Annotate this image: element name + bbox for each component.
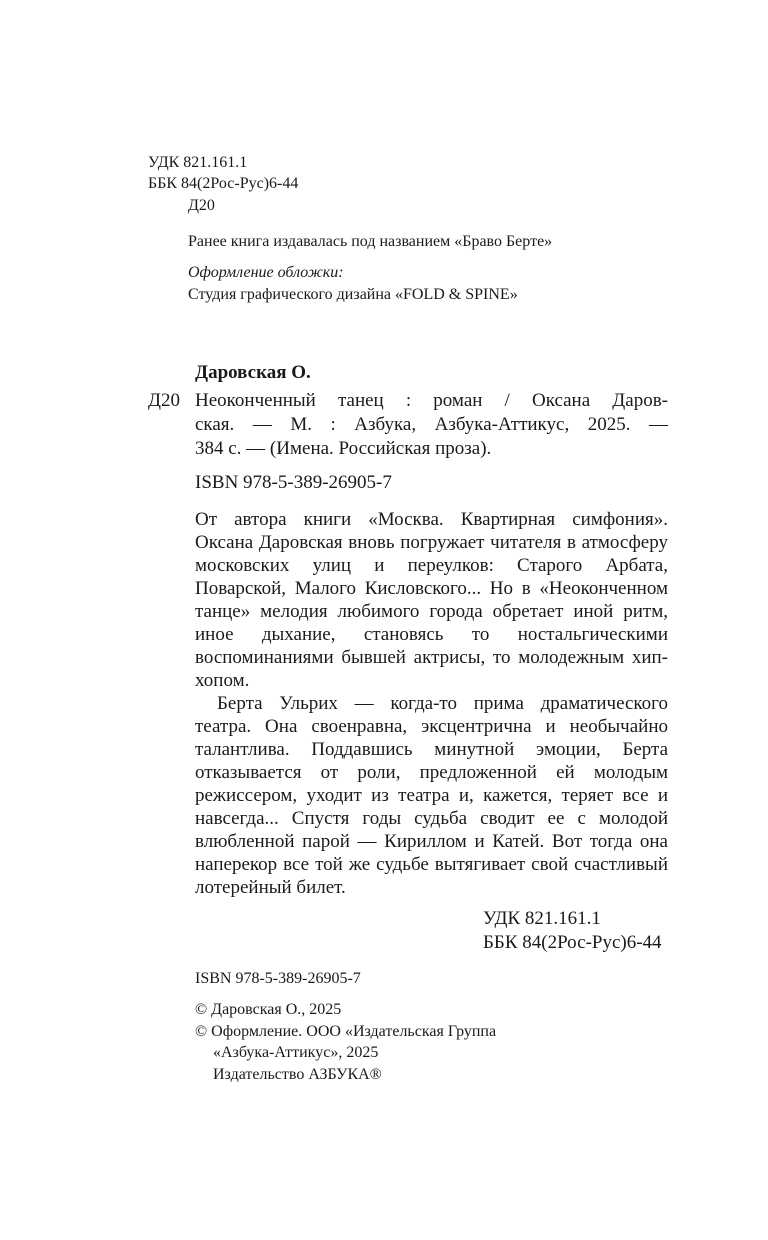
cover-design-label: Оформление обложки: <box>188 264 344 281</box>
annotation-paragraph-1: От автора книги «Москва. Квартирная симфония». Оксана Даровская вновь погружает читателя в атмосферу московских улиц и переулков: Старого Арбата, Поварской, Малого Кисловского... Но в «Неоконченном танце» мелодия любимого города обретает иной ритм, иное дыхание, становясь то ностальгическими воспоминаниями бывшей актрисы, то молодежным хип-хопом. <box>195 509 668 691</box>
copyright-design: © Оформление. ООО «Издательская Группа <box>195 1023 497 1040</box>
author-mark: Д20 <box>188 197 215 214</box>
previous-title-note: Ранее книга издавалась под названием «Браво Берте» <box>188 233 553 250</box>
bottom-udk-code: УДК 821.161.1 <box>483 908 601 929</box>
entry-description-line-3: 384 с. — (Имена. Российская проза). <box>195 438 492 459</box>
udk-code: УДК 821.161.1 <box>148 154 248 171</box>
copyright-publisher-group: «Азбука-Аттикус», 2025 <box>213 1044 379 1061</box>
entry-isbn: ISBN 978-5-389-26905-7 <box>195 472 392 493</box>
copyright-author: © Даровская О., 2025 <box>195 1001 342 1018</box>
entry-mark: Д20 <box>148 390 180 411</box>
entry-description-line-2: ская. — М. : Азбука, Азбука-Аттикус, 2025. — <box>195 414 668 435</box>
copyright-publishing-house: Издательство АЗБУКА® <box>213 1066 382 1083</box>
bbk-code: ББК 84(2Рос-Рус)6-44 <box>148 175 299 192</box>
isbn-bottom: ISBN 978-5-389-26905-7 <box>195 970 361 987</box>
bottom-bbk-code: ББК 84(2Рос-Рус)6-44 <box>483 932 662 953</box>
entry-author: Даровская О. <box>195 362 311 383</box>
annotation-paragraph-2: Берта Ульрих — когда-то прима драматического театра. Она своенравна, эксцентрична и необычайно талантлива. Поддавшись минутной эмоции, Берта отказывается от роли, предложенной ей молодым режиссером, уходит из театра и, кажется, теряет все и навсегда... Спустя годы судьба сводит ее с молодой влюбленной парой — Кириллом и Катей. Вот тогда она наперекор все той же судьбе вытягивает свой счастливый лотерейный билет. <box>195 693 668 898</box>
cover-design-studio: Студия графического дизайна «FOLD & SPINE» <box>188 286 518 303</box>
annotation <box>195 508 668 899</box>
entry-description-line-1: Неоконченный танец : роман / Оксана Даров- <box>195 390 668 411</box>
